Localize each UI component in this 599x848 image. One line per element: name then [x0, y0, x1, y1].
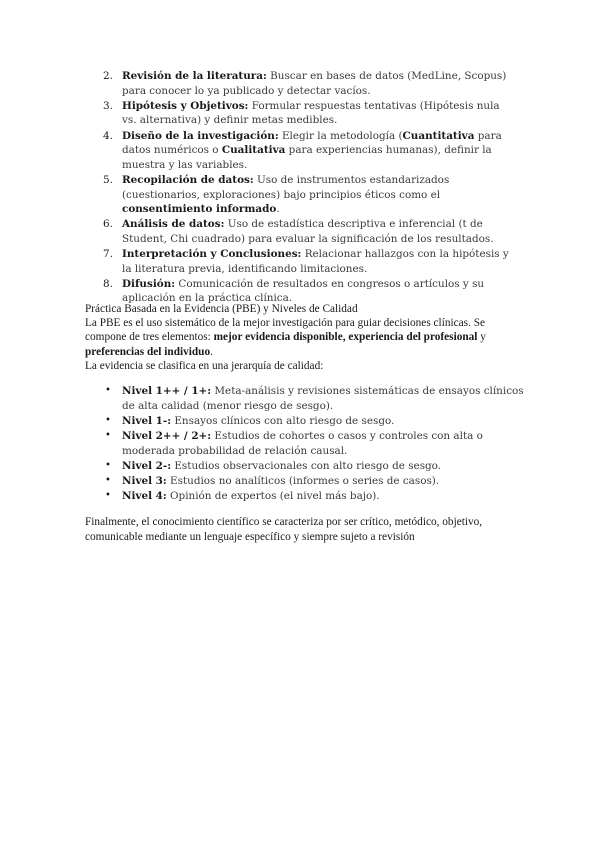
- list-number: 8.: [103, 277, 113, 290]
- conclusion-paragraph: Finalmente, el conocimiento científico se caracteriza por ser crítico, metódico, objetivo, comunicable mediante un lenguaje específico y siempre sujeto a revisión: [85, 516, 483, 543]
- step-title: Diseño de la investigación:: [122, 129, 279, 142]
- pbe-intro: La PBE es el uso sistemático de la mejor investigación para guiar decisiones clínicas. Se compone de tres elementos: mejor evidencia disponible, experiencia del profesional y preferencias del individuo.: [85, 317, 486, 358]
- step-text: para datos numéricos o: [122, 129, 502, 157]
- level-title: Nivel 2-:: [122, 459, 172, 472]
- list-item: [85, 99, 515, 128]
- level-text: Estudios observacionales con alto riesgo de sesgo.: [171, 459, 442, 472]
- bullet-icon: •: [105, 474, 111, 486]
- level-text: Estudios de cohortes o casos y controles con alta o moderada probabilidad de relación causal.: [122, 429, 483, 457]
- step-emphasis: Cuantitativa: [402, 129, 475, 142]
- list-number: 5.: [103, 173, 113, 186]
- level-text: Ensayos clínicos con alto riesgo de sesgo.: [171, 414, 395, 427]
- list-number: 6.: [103, 218, 113, 231]
- step-text: Uso de instrumentos estandarizados (cuestionarios, exploraciones) bajo principios éticos como el: [122, 173, 450, 201]
- step-text: .: [276, 203, 280, 216]
- list-item: [85, 474, 525, 489]
- bullet-icon: •: [105, 459, 111, 471]
- list-number: 4.: [103, 129, 113, 142]
- list-item: [85, 217, 515, 246]
- list-item: [85, 459, 525, 474]
- step-text: para experiencias humanas), definir la muestra y las variables.: [122, 144, 492, 171]
- level-title: Nivel 2++ / 2+:: [122, 429, 212, 442]
- bullet-icon: •: [105, 429, 111, 441]
- step-text: Buscar en bases de datos (MedLine, Scopus) para conocer lo ya publicado y detectar vacíos.: [122, 70, 507, 97]
- step-text: Comunicación de resultados en congresos o artículos y su aplicación en la práctica clínica.: [122, 277, 485, 305]
- step-title: Hipótesis y Objetivos:: [122, 99, 249, 112]
- step-emphasis: consentimiento informado: [122, 203, 277, 216]
- list-item: [85, 414, 525, 429]
- step-title: Difusión:: [122, 277, 176, 290]
- list-number: 3.: [103, 99, 113, 112]
- section-heading: Práctica Basada en la Evidencia (PBE) y Niveles de Calidad: [85, 303, 358, 315]
- list-item: [85, 69, 515, 98]
- step-text: Formular respuestas tentativas (Hipótesis nula vs. alternativa) y definir metas medibles.: [122, 99, 500, 127]
- step-title: Revisión de la literatura:: [122, 70, 267, 82]
- research-steps-list: [85, 69, 515, 307]
- list-item: [85, 247, 515, 276]
- level-text: Estudios no analíticos (informes o series de casos).: [166, 474, 440, 487]
- bullet-icon: •: [105, 385, 111, 396]
- bullet-icon: •: [105, 414, 111, 426]
- list-item: [85, 173, 515, 217]
- level-text: Opinión de expertos (el nivel más bajo).: [166, 490, 380, 503]
- step-emphasis: Cualitativa: [221, 144, 286, 157]
- hierarchy-line: La evidencia se clasifica en una jerarquía de calidad:: [85, 359, 324, 372]
- bullet-icon: •: [105, 490, 111, 502]
- list-item: [85, 384, 525, 413]
- level-text: Meta-análisis y revisiones sistemáticas de ensayos clínicos de alta calidad (menor riesgo de sesgo).: [122, 385, 524, 412]
- level-title: Nivel 1++ / 1+:: [122, 385, 212, 397]
- pbe-section: [85, 302, 525, 373]
- step-text: Elegir la metodología (: [278, 129, 403, 142]
- list-number: 2.: [103, 70, 113, 82]
- list-number: 7.: [103, 248, 113, 261]
- list-item: [85, 489, 525, 504]
- pbe-element-experience: experiencia del profesional: [348, 331, 478, 344]
- level-title: Nivel 1-:: [122, 414, 172, 427]
- step-text: Relacionar hallazgos con la hipótesis y la literatura previa, identificando limitaciones.: [122, 248, 509, 275]
- step-title: Análisis de datos:: [122, 218, 225, 231]
- pbe-element-evidence: mejor evidencia disponible: [213, 331, 343, 344]
- level-title: Nivel 4:: [122, 490, 167, 503]
- step-title: Interpretación y Conclusiones:: [122, 248, 302, 261]
- step-title: Recopilación de datos:: [122, 173, 254, 186]
- list-item: [85, 429, 525, 458]
- list-item: [85, 129, 515, 173]
- pbe-element-preferences: preferencias del individuo: [85, 345, 211, 358]
- step-text: Uso de estadística descriptiva e inferencial (t de Student, Chi cuadrado) para evaluar la significación de los resultados.: [122, 218, 494, 245]
- level-title: Nivel 3:: [122, 474, 167, 487]
- evidence-levels-list: [85, 384, 525, 504]
